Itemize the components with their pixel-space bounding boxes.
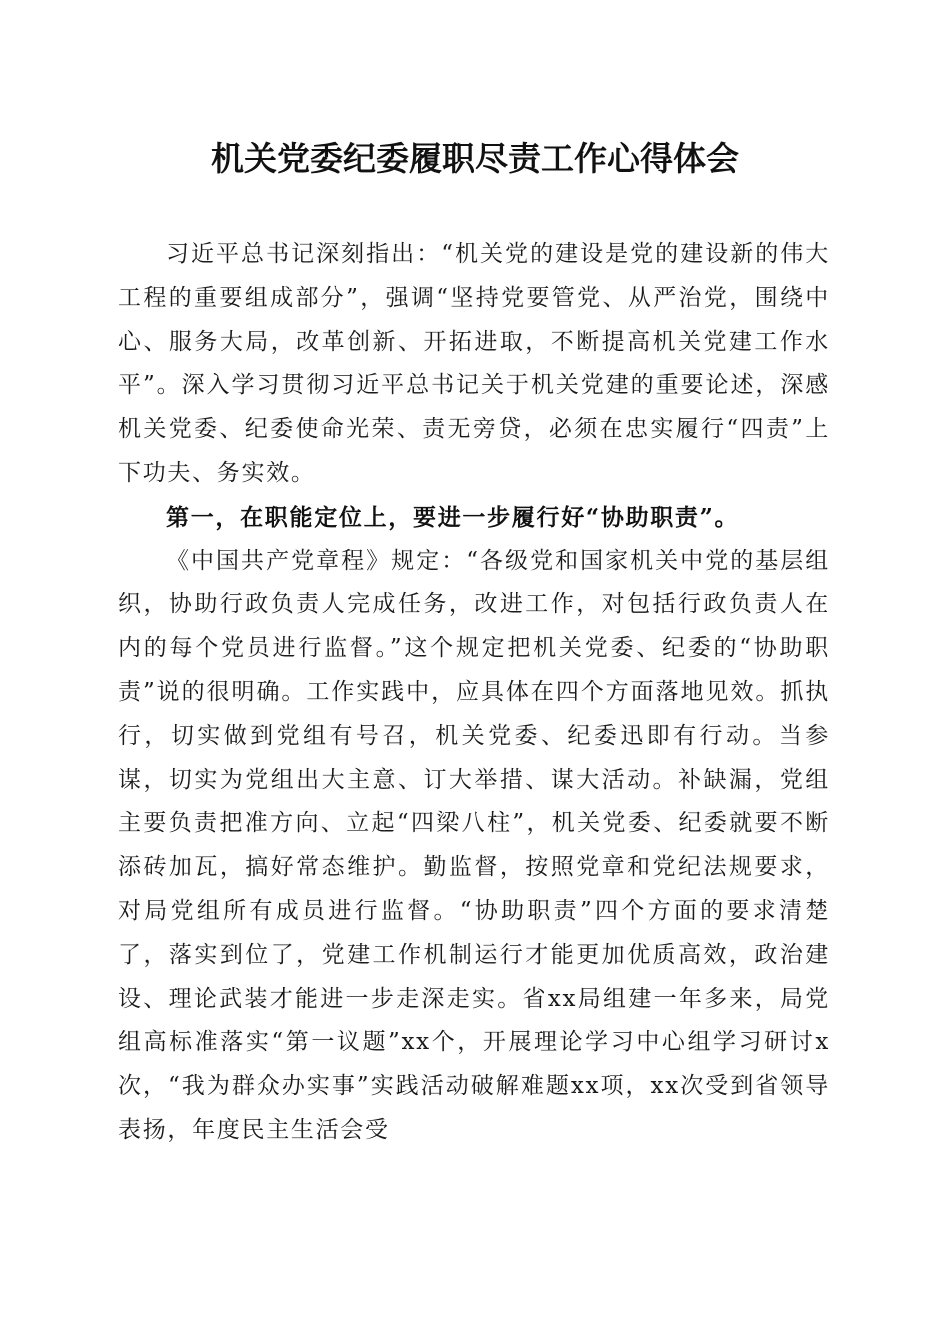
paragraph-section-first: 《中国共产党章程》规定：“各级党和国家机关中党的基层组织，协助行政负责人完成任务，改进工作，对包括行政负责人在内的每个党员进行监督。”这个规定把机关党委、纪委的“协助职责”说的很明确。工作实践中，应具体在四个方面落地见效。抓执行，切实做到党组有号召，机关党委、纪委迅即有行动。当参谋，切实为党组出大主意、订大举措、谋大活动。补缺漏，党组主要负责把准方向、立起“四梁八柱”，机关党委、纪委就要不断添砖加瓦，搞好常态维护。勤监督，按照党章和党纪法规要求，对局党组所有成员进行监督。“协助职责”四个方面的要求清楚了，落实到位了，党建工作机制运行才能更加优质高效，政治建设、理论武装才能进一步走深走实。省xx局组建一年多来，局党组高标准落实“第一议题”xx个，开展理论学习中心组学习研讨x次，“我为群众办实事”实践活动破解难题xx项，xx次受到省领导表扬，年度民主生活会受 [118,547,830,1143]
section-heading-first: 第一，在职能定位上，要进一步履行好“协助职责”。 [166,503,740,531]
document-body [118,233,830,1153]
paragraph-intro: 习近平总书记深刻指出：“机关党的建设是党的建设新的伟大工程的重要组成部分”，强调“坚持党要管党、从严治党，围绕中心、服务大局，改革创新、开拓进取，不断提高机关党建工作水平”。深入学习贯彻习近平总书记关于机关党建的重要论述，深感机关党委、纪委使命光荣、责无旁贷，必须在忠实履行“四责”上下功夫、务实效。 [118,241,830,486]
document-title: 机关党委纪委履职尽责工作心得体会 [211,139,739,178]
